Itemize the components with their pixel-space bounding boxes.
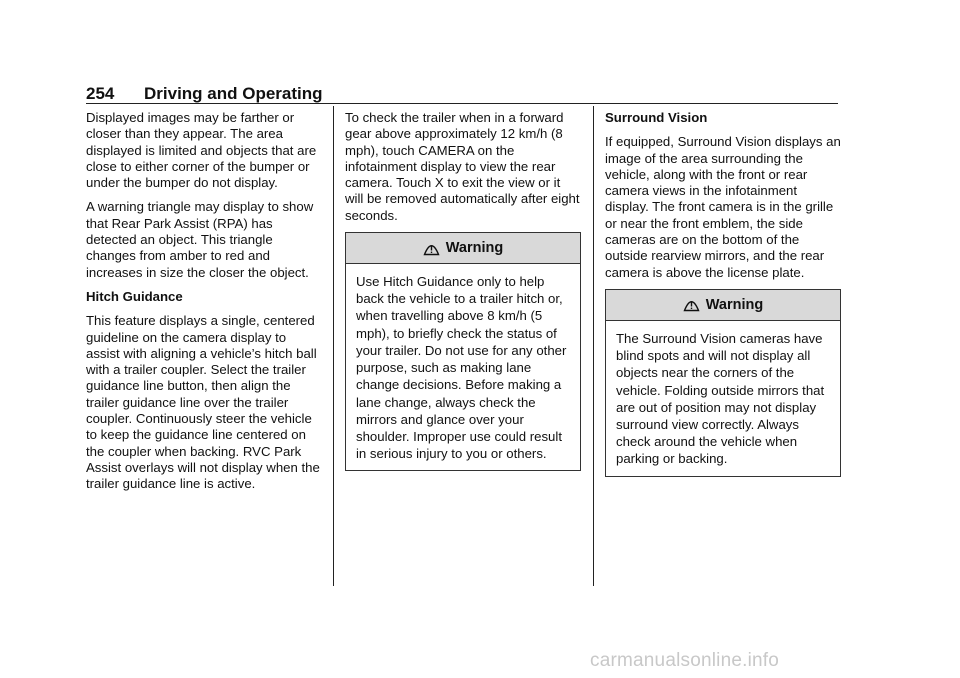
column-divider-2 [593, 106, 594, 586]
warning-header [606, 290, 840, 321]
watermark: carmanualsonline.info [590, 650, 780, 671]
warning-title: Warning [705, 296, 764, 313]
warning-box [345, 232, 581, 471]
warning-text: The Surround Vision cameras have blind spots and will not display all objects near the corners of the vehicle. Folding outside mirrors that are out of position may not display surround view correctly. Always check around the vehicle when parking or backing. [616, 330, 825, 467]
paragraph: To check the trailer when in a forward gear above approximately 12 km/h (8 mph), touch CAMERA on the infotainment display to view the rear camera. Touch X to exit the view or it will be removed automatically after eight seconds. [345, 110, 580, 223]
column-divider-1 [333, 106, 334, 586]
paragraph: A warning triangle may display to show that Rear Park Assist (RPA) has detected an object. This triangle changes from amber to red and increases in size the closer the object. [86, 199, 314, 280]
paragraph: This feature displays a single, centered guideline on the camera display to assist with aligning a vehicle’s hitch ball with a trailer coupler. Select the trailer guidance line button, then align the trailer guidance line over the trailer coupler. Continuously steer the vehicle to keep the guidance line centered on the coupler when backing. RVC Park Assist overlays will not display when the trailer guidance line is active. [86, 313, 320, 492]
paragraph: Displayed images may be farther or closer than they appear. The area displayed is limited and objects that are close to either corner of the bumper or under the bumper do not display. [86, 110, 317, 191]
warning-symbol-icon [683, 297, 700, 312]
header-rule [86, 103, 838, 104]
warning-symbol-icon [423, 241, 440, 256]
paragraph: If equipped, Surround Vision displays an image of the area surrounding the vehicle, along with the front or rear camera views in the infotainment display. The front camera is in the grille or near the front emblem, the side cameras are on the bottom of the outside rearview mirrors, and the rear camera is above the license plate. [605, 134, 841, 280]
subheading-hitch-guidance: Hitch Guidance [86, 288, 183, 304]
column-3 [605, 110, 841, 477]
column-2 [345, 110, 581, 471]
page-number: 254 [86, 84, 115, 103]
subheading-surround-vision: Surround Vision [605, 110, 708, 125]
warning-text: Use Hitch Guidance only to help back the vehicle to a trailer hitch or, when travelling above 8 km/h (5 mph), to briefly check the status of your trailer. Do not use for any other purpose, such as making lane change decisions. Before making a lane change, always check the mirrors and glance over your shoulder. Improper use could result in serious injury to you or others. [356, 274, 567, 462]
section-title: Driving and Operating [144, 84, 323, 103]
warning-title: Warning [445, 239, 504, 256]
warning-box [605, 289, 841, 477]
warning-header [346, 233, 580, 264]
column-1 [86, 110, 322, 501]
